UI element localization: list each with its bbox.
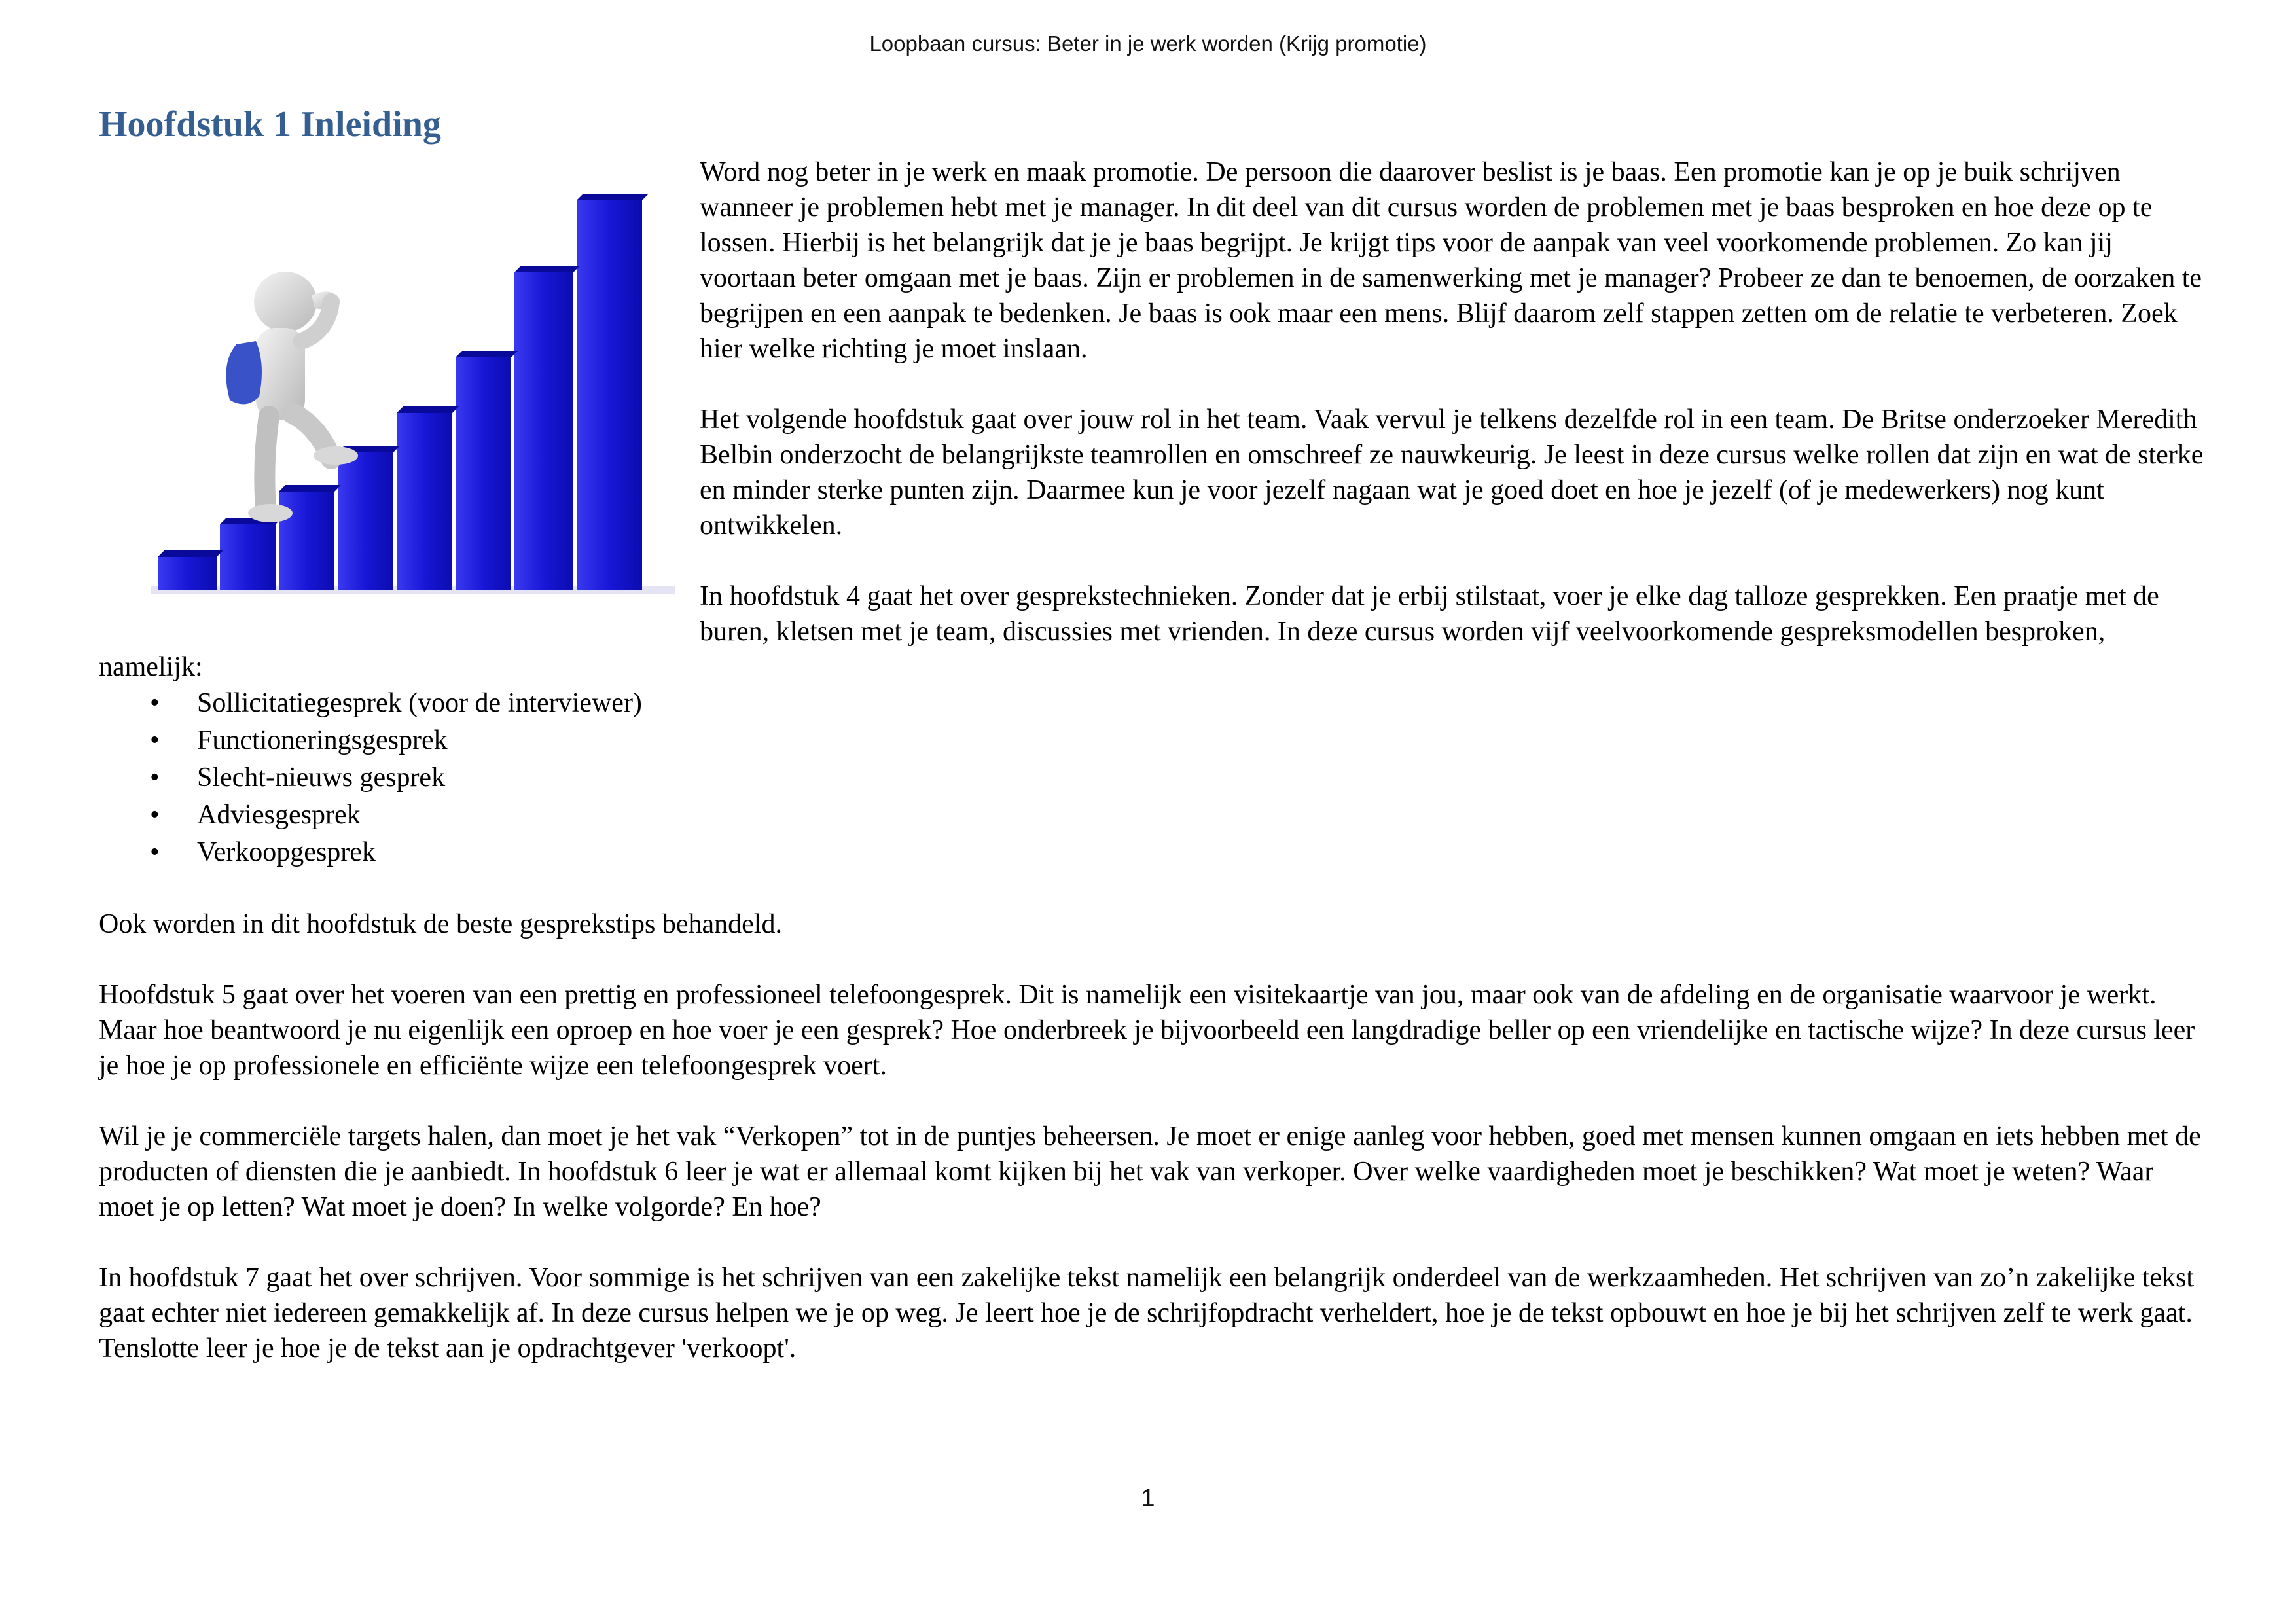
page-header: Loopbaan cursus: Beter in je werk worden (Krijg promotie) bbox=[869, 31, 1427, 56]
conversation-techniques-paragraph: In hoofdstuk 4 gaat het over gesprekstechnieken. Zonder dat je erbij stilstaat, voer je elke dag talloze gesprekken. Een praatje met de buren, kletsen met je team, discussies met vrienden. In deze cursus worden vijf veelvoorkomende gespreksmodellen besproken, namelijk: bbox=[99, 581, 2159, 682]
list-item: • Verkoopgesprek bbox=[99, 834, 2206, 871]
chapter-body bbox=[99, 154, 2206, 1366]
page-content bbox=[99, 98, 2206, 1366]
telephone-paragraph: Hoofdstuk 5 gaat over het voeren van een prettig en professioneel telefoongesprek. Dit is namelijk een visitekaartje van jou, maar ook van de afdeling en de organisatie waarvoor je werkt. Maar hoe beantwoord je nu eigenlijk een oproep en hoe voer je een gesprek? Hoe onderbreek je bijvoorbeeld een langdradige beller op een vriendelijke en tactische wijze? In deze cursus leer je hoe je op professionele en efficiënte wijze een telefoongesprek voert. bbox=[99, 980, 2195, 1081]
chapter-title: Hoofdstuk 1 Inleiding bbox=[99, 104, 441, 145]
intro-paragraph: Word nog beter in je werk en maak promotie. De persoon die daarover beslist is je baas. Een promotie kan je op je buik schrijven wanneer je problemen hebt met je manager. In dit deel van dit cursus worden de problemen met je baas besproken en hoe deze op te lossen. Hierbij is het belangrijk dat je je baas begrijpt. Je krijgt tips voor de aanpak van veel voorkomende problemen. Zo kan jij voortaan beter omgaan met je baas. Zijn er problemen in de samenwerking met je manager? Probeer ze dan te benoemen, de oorzaken te begrijpen en een aanpak te bedenken. Je baas is ook maar een mens. Blijf daarom zelf stappen zetten om de relatie te verbeteren. Zoek hier welke richting je moet inslaan. bbox=[700, 157, 2202, 364]
list-item: • Slecht-nieuws gesprek bbox=[99, 759, 2206, 797]
list-item: • Adviesgesprek bbox=[99, 797, 2206, 834]
sales-paragraph: Wil je je commerciële targets halen, dan moet je het vak “Verkopen” tot in de puntjes beheersen. Je moet er enige aanleg voor hebben, goed met mensen kunnen omgaan en iets hebben met de producten of diensten die je aanbiedt. In hoofdstuk 6 leer je wat er allemaal komt kijken bij het vak van verkoper. Over welke vaardigheden moet je beschikken? Wat moet je weten? Waar moet je op letten? Wat moet je doen? In welke volgorde? En hoe? bbox=[99, 1121, 2201, 1222]
writing-paragraph: In hoofdstuk 7 gaat het over schrijven. Voor sommige is het schrijven van een zakelijke tekst namelijk een belangrijk onderdeel van de werkzaamheden. Het schrijven van zo’n zakelijke tekst gaat echter niet iedereen gemakkelijk af. In deze cursus helpen we je op weg. Je leert hoe je de schrijfopdracht verheldert, hoe je de tekst opbouwt en hoe je bij het schrijven zelf te werk gaat. Tenslotte leer je hoe je de tekst aan je opdrachtgever 'verkoopt'. bbox=[99, 1263, 2195, 1363]
list-item: • Functioneringsgesprek bbox=[99, 722, 2206, 759]
list-item: • Sollicitatiegesprek (voor de interviewer) bbox=[99, 685, 2206, 722]
team-role-paragraph: Het volgende hoofdstuk gaat over jouw rol in het team. Vaak vervul je telkens dezelfde rol in een team. De Britse onderzoeker Meredith Belbin onderzocht de belangrijkste teamrollen en omschreef ze nauwkeurig. Je leest in deze cursus welke rollen dat zijn en wat de sterke en minder sterke punten zijn. Daarmee kun je voor jezelf nagaan wat je goed doet en hoe je jezelf (of je medewerkers) nog kunt ontwikkelen. bbox=[700, 405, 2204, 541]
figure-climbing-bar-chart-icon bbox=[125, 194, 681, 626]
conversation-models-list bbox=[99, 685, 2206, 871]
page-number: 1 bbox=[1141, 1485, 1155, 1512]
tips-paragraph: Ook worden in dit hoofdstuk de beste gesprekstips behandeld. bbox=[99, 909, 782, 939]
